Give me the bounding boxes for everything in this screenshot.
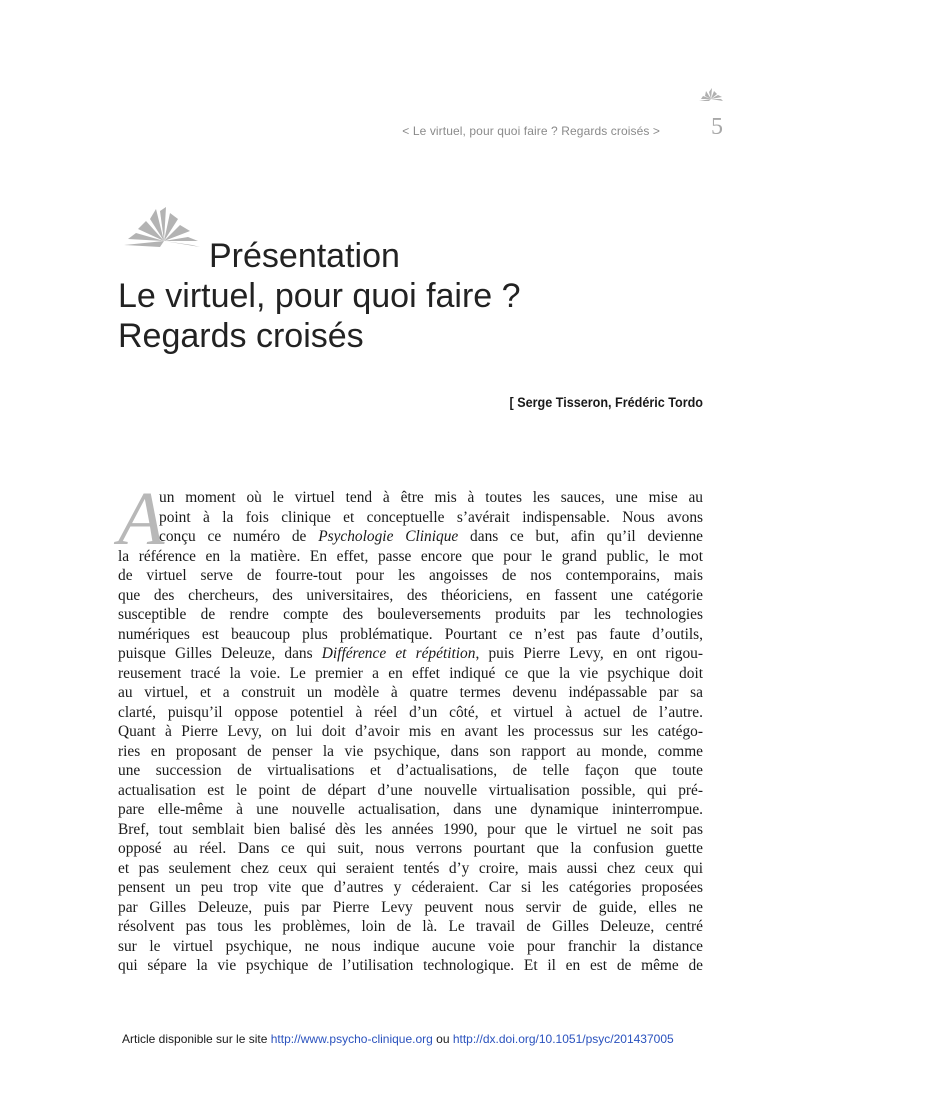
body-line: Quant à Pierre Levy, on lui doit d’avoir mis en avant les processus sur les catégo- bbox=[118, 723, 703, 740]
body-line: numériques est beaucoup plus problématique. Pourtant ce n’est pas faute d’outils, bbox=[118, 625, 703, 643]
body-line: au virtuel, et a construit un modèle à quatre termes devenu indépassable par sa bbox=[118, 684, 703, 701]
authors: [ Serge Tisseron, Frédéric Tordo bbox=[509, 394, 703, 410]
article-title bbox=[118, 236, 768, 356]
site-link[interactable]: http://www.psycho-clinique.org bbox=[270, 1032, 433, 1046]
body-line: pare elle-même à une nouvelle actualisation, dans une dynamique ininterrompue. bbox=[118, 801, 703, 818]
footer bbox=[122, 1032, 822, 1046]
body-line: qui sépare la vie psychique de l’utilisation technologique. Et il en est de même de bbox=[118, 957, 703, 974]
body-line: ries en proposant de penser la vie psychique, dans son rapport au monde, comme bbox=[118, 742, 703, 760]
body-line: opposé au réel. Dans ce qui suit, nous verrons pourtant que la confusion guette bbox=[118, 840, 703, 857]
title-line: Regards croisés bbox=[118, 316, 364, 355]
body-line: reusement tracé la voie. Le premier a en effet indiqué ce que la vie psychique doit bbox=[118, 664, 703, 682]
body-line: Bref, tout semblait bien balisé dès les années 1990, pour que le virtuel ne soit pas bbox=[118, 820, 703, 838]
body-line: susceptible de rendre compte des bouleversements produits par les technologies bbox=[118, 606, 703, 623]
body-line: la référence en la matière. En effet, passe encore que pour le grand public, le mot bbox=[118, 547, 703, 565]
italic-title: Psychologie Clinique bbox=[318, 528, 459, 545]
footer-prefix: Article disponible sur le site bbox=[122, 1032, 271, 1046]
body-line: de virtuel serve de fourre-tout pour les angoisses de nos contemporains, mais bbox=[118, 567, 703, 584]
body-line: sur le virtuel psychique, ne nous indique aucune voie pour franchir la distance bbox=[118, 937, 703, 955]
body-line: actualisation est le point de départ d’une nouvelle virtualisation possible, qui pré- bbox=[118, 781, 703, 799]
body-line: conçu ce numéro de Psychologie Clinique dans ce but, afin qu’il devienne bbox=[159, 528, 703, 545]
body-text bbox=[118, 488, 703, 976]
body-line: et pas seulement chez ceux qui seraient tentés d’y croire, mais aussi chez ceux qui bbox=[118, 859, 703, 877]
body-line: un moment où le virtuel tend à être mis à toutes les sauces, une mise au bbox=[159, 489, 703, 506]
body-line: par Gilles Deleuze, puis par Pierre Levy peuvent nous servir de guide, elles ne bbox=[118, 898, 703, 916]
body-line: une succession de virtualisations et d’actualisations, de telle façon que toute bbox=[118, 762, 703, 779]
body-line: clarté, puisqu’il oppose potentiel à réel d’un côté, et virtuel à actuel de l’autre. bbox=[118, 703, 703, 721]
running-head: < Le virtuel, pour quoi faire ? Regards croisés > bbox=[402, 124, 660, 138]
title-line: Le virtuel, pour quoi faire ? bbox=[118, 276, 521, 315]
doi-link[interactable]: http://dx.doi.org/10.1051/psyc/201437005 bbox=[452, 1032, 674, 1046]
body-line: que des chercheurs, des universitaires, des théoriciens, en fassent une catégorie bbox=[118, 586, 703, 604]
section-label: Présentation bbox=[209, 236, 400, 275]
italic-title: Différence et répétition bbox=[321, 645, 476, 662]
footer-separator: ou bbox=[432, 1032, 453, 1046]
body-line: résolvent pas tous les problèmes, loin de là. Le travail de Gilles Deleuze, centré bbox=[118, 918, 703, 935]
drop-cap: A bbox=[118, 477, 165, 561]
body-line: pensent un peu trop vite que d’autres y céderaient. Car si les catégories proposées bbox=[118, 879, 703, 896]
body-line: puisque Gilles Deleuze, dans Différence et répétition, puis Pierre Levy, en ont rigou- bbox=[118, 645, 703, 662]
page-number: 5 bbox=[711, 114, 723, 140]
sun-rays-icon bbox=[697, 86, 725, 102]
body-line: point à la fois clinique et conceptuelle s’avérait indispensable. Nous avons bbox=[159, 508, 703, 526]
